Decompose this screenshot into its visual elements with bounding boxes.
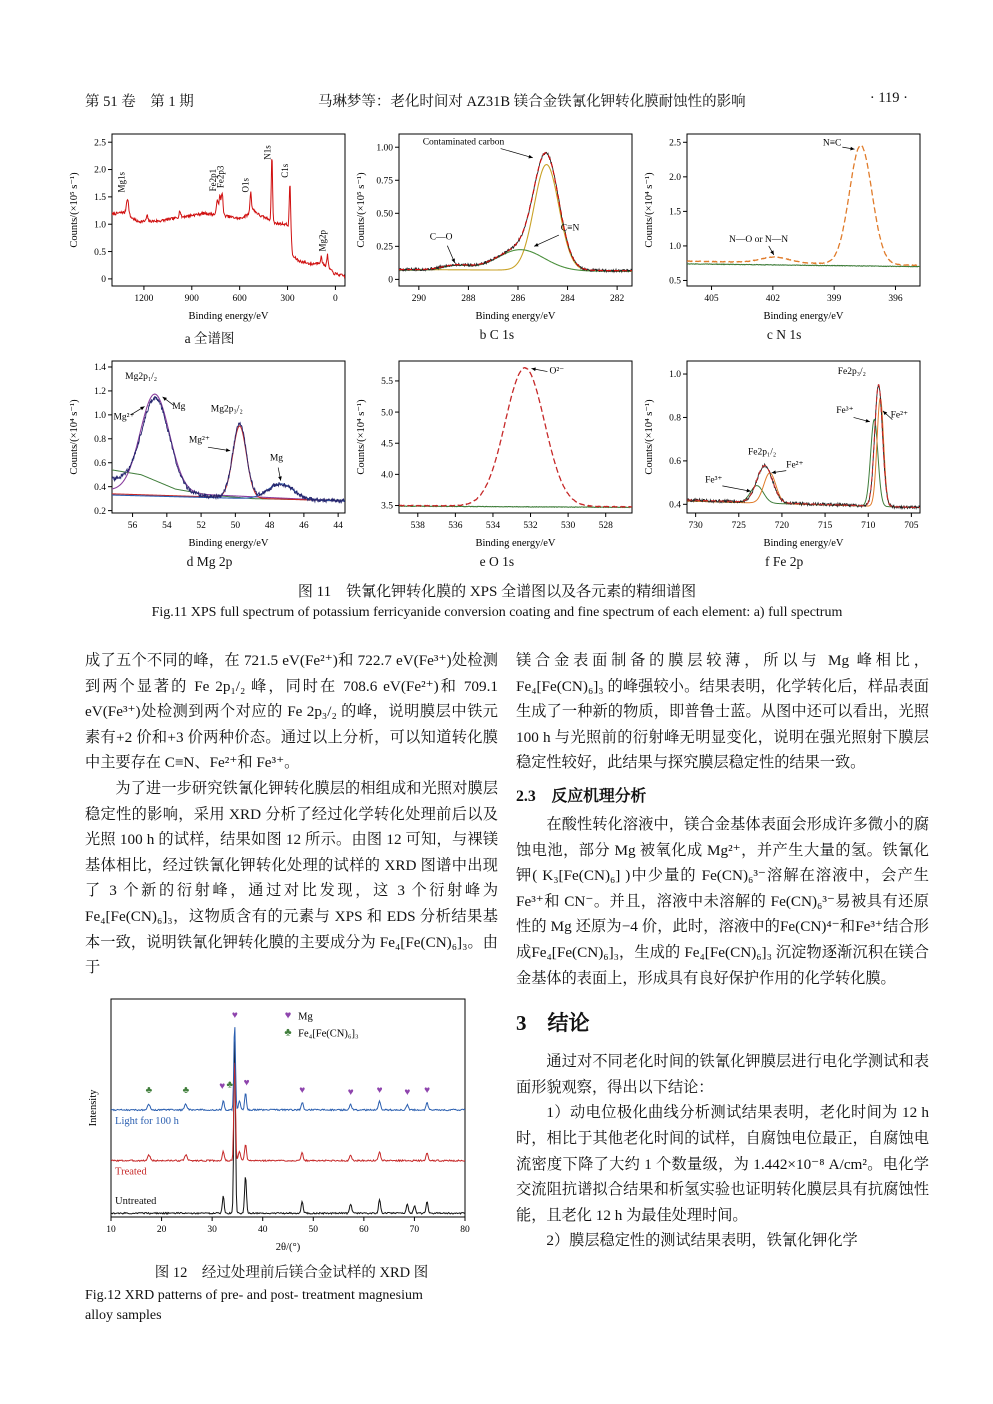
paragraph: 为了进一步研究铁氰化钾转化膜层的相组成和光照对膜层稳定性的影响，采用 XRD 分析了经过化学转化处理前后以及光照 100 h 的试样，结果如图 12 所示。由图 12 可知，与裸镁基体相比，经过铁氰化钾转化处理的试样的 XRD 图谱中出现了 3 个新的衍射峰，通过对比发现，这 3 个衍射峰为 Fe₄[Fe(CN)₆]₃，这物质含有的元素与 XPS 和 EDS 分析结果基本一致，说明铁氰化钾转化膜的主要成分为 Fe₄[Fe(CN)₆]₃。由于 [85,779,499,977]
xps-fe2p-chart [641,353,928,553]
subplot-c-label: c N 1s [766,327,802,342]
svg-text:Mg: Mg [269,453,284,464]
figure-12-caption-en-line1: Fig.12 XRD patterns of pre- and post- treatment magnesium [85,1287,423,1303]
svg-text:Light for 100 h: Light for 100 h [115,1115,179,1127]
svg-text:0: 0 [333,294,338,304]
svg-text:♥: ♥ [284,1009,292,1022]
svg-text:0: 0 [101,275,106,286]
svg-text:Intensity: Intensity [88,1089,99,1127]
svg-text:46: 46 [299,521,309,531]
svg-text:530: 530 [561,521,576,531]
svg-text:286: 286 [511,294,526,304]
journal-issue: 第 51 卷 第 1 期 [85,94,194,110]
svg-text:538: 538 [410,521,426,531]
svg-text:Mg: Mg [172,401,186,412]
svg-text:Counts/(×10⁵ s⁻¹): Counts/(×10⁵ s⁻¹) [356,172,368,248]
svg-text:2.5: 2.5 [94,138,106,149]
subplot-f-label: f Fe 2p [765,554,804,569]
svg-text:536: 536 [448,521,463,531]
svg-text:1.0: 1.0 [94,411,106,422]
svg-text:Fe³⁺: Fe³⁺ [835,406,854,417]
subplot-c [641,126,928,353]
svg-text:60: 60 [359,1224,369,1235]
subplot-e [353,353,640,576]
svg-text:Fe2p3: Fe2p3 [215,165,226,189]
svg-text:♥: ♥ [404,1086,411,1098]
svg-text:0.25: 0.25 [376,242,394,253]
figure-11-caption-en: Fig.11 XPS full spectrum of potassium ferricyanide conversion coating and fine spectrum of each element: a) full spectrum [151,605,843,620]
svg-text:Counts/(×10⁴ s⁻¹): Counts/(×10⁴ s⁻¹) [643,399,655,475]
xps-mg2p-chart [66,353,353,553]
svg-text:N—O or N—N: N—O or N—N [728,234,788,245]
svg-text:1200: 1200 [134,294,154,304]
section-3-heading: 3 结论 [516,1011,590,1036]
svg-text:Binding energy/eV: Binding energy/eV [763,538,844,549]
section-2-3-heading: 2.3 反应机理分析 [516,787,647,805]
svg-text:Mg²⁺: Mg²⁺ [113,412,135,423]
svg-text:Mg2p: Mg2p [317,230,328,252]
svg-text:730: 730 [688,521,703,531]
xps-c1s-chart [353,126,640,326]
svg-text:0: 0 [388,275,394,286]
subplot-d-label: d Mg 2p [186,554,233,569]
svg-text:Counts/(×10⁴ s⁻¹): Counts/(×10⁴ s⁻¹) [69,399,80,475]
svg-text:0.2: 0.2 [94,506,106,517]
svg-text:Mg2p₃/₂: Mg2p₃/₂ [210,404,243,415]
subplot-a-label: a 全谱图 [184,331,235,346]
paragraph: 镁合金表面制备的膜层较薄，所以与 Mg 峰相比，Fe₄[Fe(CN)₆]₃ 的峰强较小。结果表明，化学转化后，样品表面生成了一种新的物质，即普鲁士蓝。从图中还可以看出，光照 100 h 与光照前的衍射峰无明显变化，说明在强光照射下膜层稳定性较好，此结果与探究膜层稳定性的结果一致。 [516,652,929,772]
svg-text:70: 70 [409,1224,420,1235]
svg-text:4.5: 4.5 [381,439,394,450]
subplot-d [66,353,353,576]
figure-11-caption-zh: 图 11 铁氰化钾转化膜的 XPS 全谱图以及各元素的精细谱图 [297,584,697,600]
figure-11 [66,126,928,621]
svg-text:2.0: 2.0 [668,173,681,184]
svg-text:0.6: 0.6 [668,457,681,468]
svg-text:Binding energy/eV: Binding energy/eV [188,538,269,549]
paragraph: 成了五个不同的峰，在 721.5 eV(Fe²⁺)和 722.7 eV(Fe³⁺)处检测到两个显著的 Fe 2p₁/₂ 峰，同时在 708.6 eV(Fe²⁺)和 709.1 eV(Fe³⁺)处检测到两个对应的 Fe 2p₃/₂ 的峰，说明膜层中铁元素有+2 价和+3 价两种价态。通过以上分析，可以知道转化膜中主要存在 C≡N、Fe²⁺和 Fe³⁺。 [85,652,498,772]
svg-text:705: 705 [903,521,919,531]
figure-12-captions [85,1261,498,1326]
svg-text:♥: ♥ [231,1009,238,1021]
paragraph: 2）膜层稳定性的测试结果表明，铁氰化钾化学 [546,1232,858,1250]
svg-text:0.75: 0.75 [376,176,394,187]
svg-text:O²⁻: O²⁻ [549,366,565,377]
svg-text:282: 282 [610,294,625,304]
svg-text:52: 52 [196,521,206,531]
svg-text:54: 54 [162,521,172,531]
svg-text:40: 40 [257,1224,268,1235]
svg-text:288: 288 [461,294,476,304]
xps-n1s-chart [641,126,928,326]
svg-text:O1s: O1s [240,177,251,193]
svg-text:Mg²⁺: Mg²⁺ [188,435,210,446]
svg-text:Fe³⁺: Fe³⁺ [704,475,723,486]
svg-text:Mg: Mg [298,1011,313,1023]
svg-text:1.00: 1.00 [376,143,394,154]
svg-text:50: 50 [308,1224,319,1235]
svg-text:600: 600 [232,294,247,304]
svg-text:C—O: C—O [430,232,453,243]
svg-text:N≡C: N≡C [822,138,842,149]
svg-text:♥: ♥ [424,1084,431,1096]
page-header [85,90,908,111]
svg-text:♥: ♥ [219,1080,226,1092]
svg-text:0.8: 0.8 [94,434,106,445]
svg-text:532: 532 [523,521,538,531]
svg-text:1.5: 1.5 [94,193,106,204]
svg-text:20: 20 [156,1224,167,1235]
svg-text:♣: ♣ [284,1026,292,1039]
left-column [85,648,498,1326]
svg-text:402: 402 [765,294,780,304]
svg-text:Fe₄[Fe(CN)₆]₃: Fe₄[Fe(CN)₆]₃ [298,1028,359,1040]
svg-text:1.2: 1.2 [94,387,106,398]
subplot-e-label: e O 1s [479,554,515,569]
page-number: · 119 · [869,90,908,106]
svg-text:Counts/(×10⁵ s⁻¹): Counts/(×10⁵ s⁻¹) [69,172,80,248]
svg-text:Fe2p1: Fe2p1 [208,168,219,192]
svg-text:50: 50 [230,521,241,531]
svg-text:0.5: 0.5 [668,276,681,287]
svg-text:405: 405 [704,294,719,304]
svg-text:Mg2p₁/₂: Mg2p₁/₂ [125,371,158,382]
paragraph: 通过对不同老化时间的铁氰化钾膜层进行电化学测试和表面形貌观察，得出以下结论： [516,1053,929,1096]
svg-text:3.5: 3.5 [381,501,394,512]
figure-12-caption-en [85,1286,498,1326]
svg-text:48: 48 [264,521,275,531]
svg-text:1.0: 1.0 [668,242,681,253]
subplot-b [353,126,640,353]
svg-text:C≡N: C≡N [561,223,580,234]
xrd-patterns-chart [85,991,477,1257]
svg-text:1.4: 1.4 [94,363,106,374]
svg-text:720: 720 [774,521,789,531]
svg-text:0.5: 0.5 [94,247,106,258]
svg-text:300: 300 [280,294,295,304]
svg-text:♥: ♥ [299,1084,306,1096]
svg-text:1.0: 1.0 [94,220,106,231]
xps-o1s-chart [353,353,640,553]
svg-text:44: 44 [333,521,343,531]
svg-text:710: 710 [860,521,876,531]
svg-text:♣: ♣ [182,1084,190,1096]
svg-text:5.5: 5.5 [381,377,394,388]
svg-text:Contaminated carbon: Contaminated carbon [423,137,505,148]
svg-text:1.0: 1.0 [668,370,681,381]
svg-text:♥: ♥ [243,1077,250,1089]
svg-text:534: 534 [486,521,501,531]
svg-text:Binding energy/eV: Binding energy/eV [763,311,844,322]
subplot-b-label: b C 1s [479,327,515,342]
svg-text:399: 399 [826,294,841,304]
svg-text:56: 56 [127,521,138,531]
svg-text:1.5: 1.5 [668,207,681,218]
paragraph: 1）动电位极化曲线分析测试结果表明，老化时间为 12 h 时，相比于其他老化时间的试样，自腐蚀电位最正，自腐蚀电流密度下降了大约 1 个数量级，为 1.442×10⁻⁸ A/cm²。电化学交流阻抗谱拟合结果和析氢实验也证明转化膜层具有抗腐蚀性能，且老化 12 h 为最佳处理时间。 [516,1104,929,1224]
svg-text:10: 10 [106,1224,116,1235]
svg-text:0.6: 0.6 [94,458,106,469]
svg-text:396: 396 [888,294,903,304]
svg-text:2.0: 2.0 [94,165,106,176]
svg-text:715: 715 [817,521,832,531]
svg-text:♥: ♥ [347,1086,354,1098]
svg-text:Counts/(×10⁴ s⁻¹): Counts/(×10⁴ s⁻¹) [356,399,368,475]
figure-12-caption-en-line2: alloy samples [85,1307,162,1323]
svg-text:Untreated: Untreated [115,1195,157,1207]
svg-text:0.50: 0.50 [376,209,394,220]
svg-text:0.4: 0.4 [668,500,681,511]
svg-text:0.4: 0.4 [94,482,106,493]
subplot-f [641,353,928,576]
svg-text:♣: ♣ [226,1079,234,1091]
figure-11-grid [66,126,928,576]
svg-text:284: 284 [560,294,576,304]
subplot-a [66,126,353,353]
svg-text:900: 900 [184,294,199,304]
svg-text:Binding energy/eV: Binding energy/eV [475,311,556,322]
svg-text:80: 80 [460,1224,470,1235]
running-title: 马琳梦等：老化时间对 AZ31B 镁合金铁氰化钾转化膜耐蚀性的影响 [317,94,746,110]
svg-text:5.0: 5.0 [381,408,394,419]
svg-text:Fe²⁺: Fe²⁺ [890,410,908,421]
svg-text:Fe2p₃/₂: Fe2p₃/₂ [837,367,866,378]
svg-text:Counts/(×10⁴ s⁻¹): Counts/(×10⁴ s⁻¹) [643,172,655,248]
svg-text:♥: ♥ [376,1084,383,1096]
svg-text:Fe2p₁/₂: Fe2p₁/₂ [747,447,776,458]
svg-text:Mg1s: Mg1s [116,171,127,193]
svg-text:Fe²⁺: Fe²⁺ [785,460,804,471]
svg-text:4.0: 4.0 [381,470,394,481]
svg-text:528: 528 [598,521,614,531]
svg-text:Treated: Treated [115,1166,147,1178]
figure-12-caption-zh: 图 12 经过处理前后镁合金试样的 XRD 图 [154,1264,429,1281]
svg-text:2.5: 2.5 [668,138,681,149]
xps-full-spectrum-chart [66,126,353,326]
svg-text:Binding energy/eV: Binding energy/eV [188,311,269,322]
svg-text:N1s: N1s [262,145,273,160]
svg-text:C1s: C1s [280,163,291,178]
svg-text:725: 725 [731,521,746,531]
svg-text:30: 30 [207,1224,217,1235]
svg-text:0.8: 0.8 [668,413,681,424]
svg-text:2θ/(°): 2θ/(°) [275,1241,301,1253]
svg-text:290: 290 [412,294,427,304]
svg-text:♣: ♣ [145,1084,153,1096]
svg-text:Binding energy/eV: Binding energy/eV [475,538,556,549]
paragraph: 在酸性转化溶液中，镁合金基体表面会形成许多微小的腐蚀电池，部分 Mg 被氧化成 Mg²⁺，并产生大量的氢。铁氰化钾( K₃[Fe(CN)₆] )中少量的 Fe(CN)₆³⁻溶解在溶液中，会产生 Fe³⁺和 CN⁻。并且，溶液中未溶解的 Fe(CN)₆³⁻易被具有还原性的 Mg 还原为−4 价，此时，溶液中的Fe(CN)⁴⁻和Fe³⁺结合形成Fe₄[Fe(CN)₆]₃，生成的 Fe₄[Fe(CN)₆]₃ 沉淀物逐渐沉积在镁合金基体的表面上，形成具有良好保护作用的化学转化膜。 [516,815,929,987]
right-column [516,648,929,1254]
